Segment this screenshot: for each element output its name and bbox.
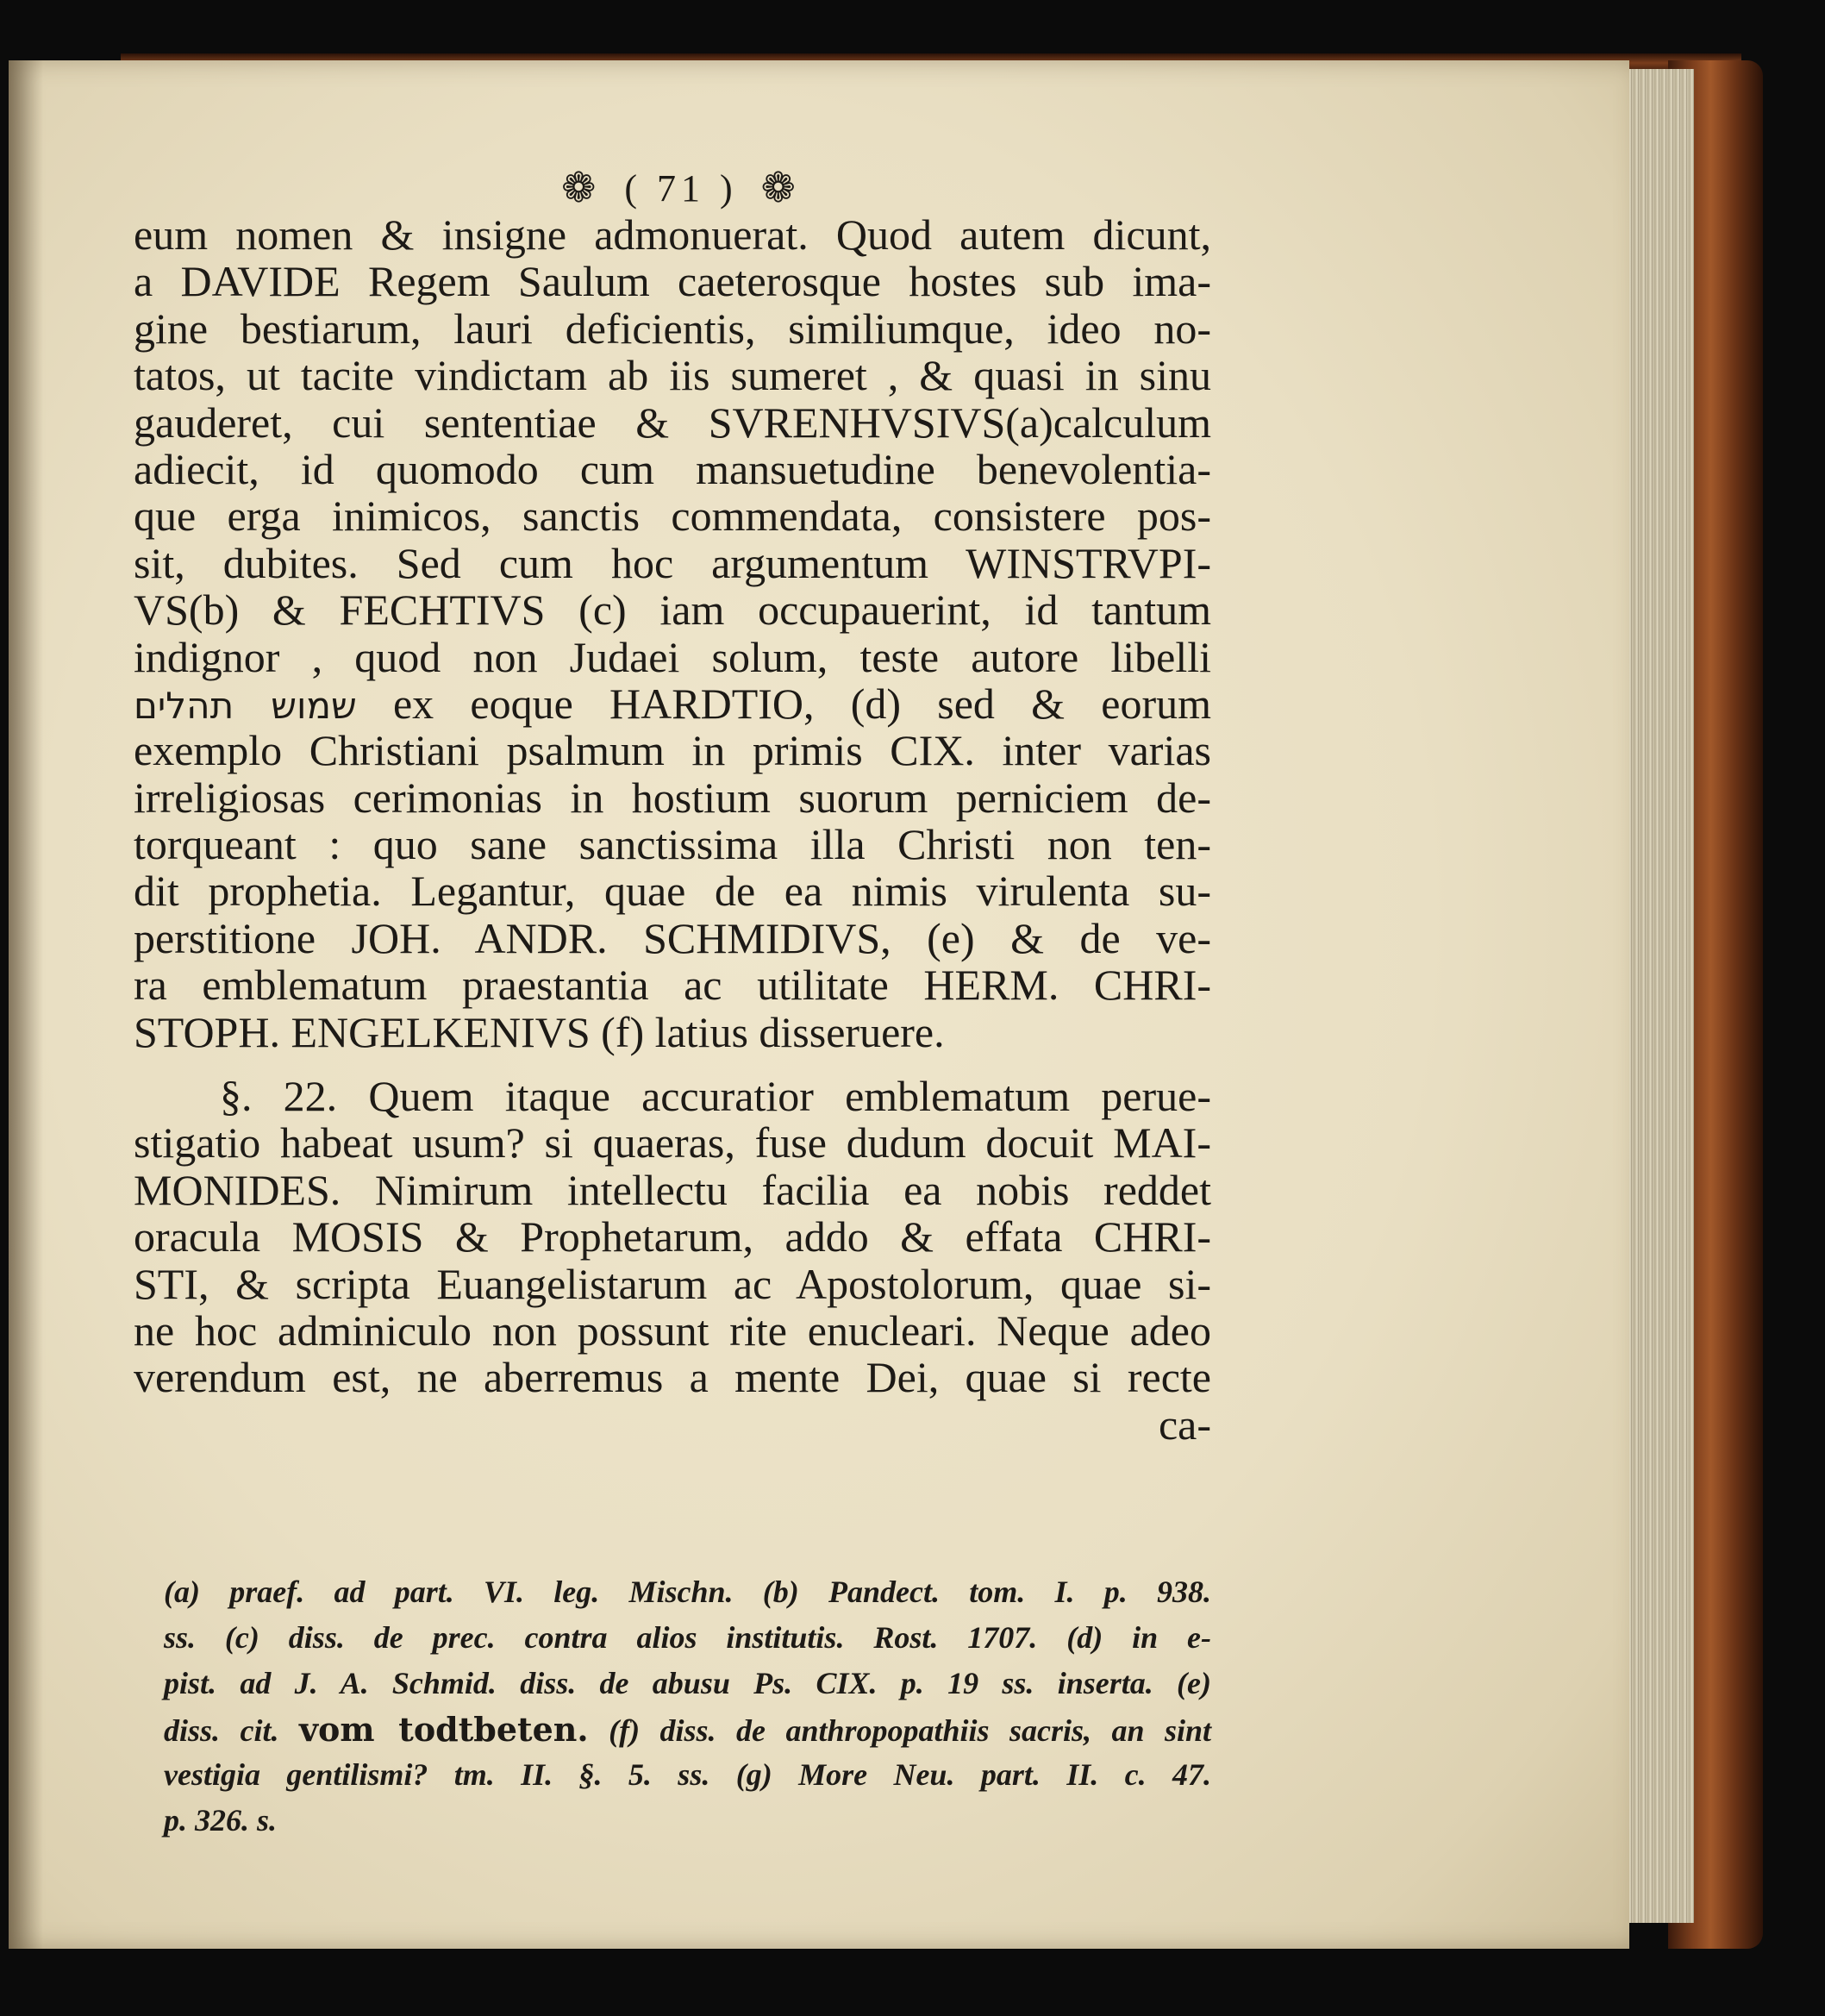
body-line: adiecit, id quomodo cum mansuetudine benevolentia- bbox=[134, 444, 1211, 493]
page-header bbox=[534, 155, 828, 216]
body-line: sit, dubites. Sed cum hoc argumentum WINSTRVPI- bbox=[134, 538, 1211, 587]
body-line: exemplo Christiani psalmum in primis CIX. inter varias bbox=[134, 726, 1211, 775]
body-line: dit prophetia. Legantur, quae de ea nimis virulenta su- bbox=[134, 867, 1211, 916]
body-line: verendum est, ne aberremus a mente Dei, quae si recte bbox=[134, 1353, 1211, 1402]
body-line: tatos, ut tacite vindictam ab iis sumeret , & quasi in sinu bbox=[134, 351, 1211, 400]
footnote-line: p. 326. s. bbox=[164, 1803, 278, 1838]
hebrew-title: שמוש תהלים bbox=[134, 684, 357, 727]
footnotes bbox=[164, 1569, 1211, 1844]
body-line: ne hoc adminiculo non possunt rite enucleari. Neque adeo bbox=[134, 1305, 1211, 1355]
footnote-fragment: diss. cit. bbox=[164, 1713, 279, 1748]
body-text bbox=[134, 211, 1211, 1448]
body-line: ra emblematum praestantia ac utilitate HERM. CHRI- bbox=[134, 961, 1211, 1010]
blackletter-phrase: vom todtbeten. bbox=[298, 1710, 589, 1749]
spine-shadow bbox=[9, 60, 43, 1949]
body-line: STI, & scripta Euangelistarum ac Apostolorum, quae si- bbox=[134, 1259, 1211, 1308]
body-line: gauderet, cui sententiae & SVRENHVSIVS(a)calculum bbox=[134, 398, 1211, 447]
body-line: eum nomen & insigne admonuerat. Quod autem dicunt, bbox=[134, 210, 1211, 259]
footnote-line: ss. (c) diss. de prec. contra alios institutis. Rost. 1707. (d) in e- bbox=[164, 1620, 1211, 1655]
body-line: STOPH. ENGELKENIVS (f) latius disseruere. bbox=[134, 1007, 945, 1056]
body-line: stigatio habeat usum? si quaeras, fuse dudum docuit MAI- bbox=[134, 1118, 1211, 1168]
body-line-hebrew bbox=[134, 680, 1211, 727]
footnote-fragment: (f) diss. de anthropopathiis sacris, an sint bbox=[609, 1713, 1212, 1748]
paragraph-start-line: §. 22. Quem itaque accuratior emblematum perue- bbox=[220, 1072, 1211, 1121]
footnote-line: vestigia gentilismi? tm. II. §. 5. ss. (g) More Neu. part. II. c. 47. bbox=[164, 1757, 1211, 1792]
body-line: oracula MOSIS & Prophetarum, addo & effata CHRI- bbox=[134, 1212, 1211, 1262]
page-fore-edge bbox=[1625, 69, 1694, 1923]
body-line: VS(b) & FECHTIVS (c) iam occupauerint, id tantum bbox=[134, 585, 1211, 635]
body-line: indignor , quod non Judaei solum, teste autore libelli bbox=[134, 632, 1211, 681]
footnote-line: pist. ad J. A. Schmid. diss. de abusu Ps. CIX. p. 19 ss. inserta. (e) bbox=[164, 1666, 1211, 1700]
body-line: a DAVIDE Regem Saulum caeterosque hostes sub ima- bbox=[134, 257, 1211, 306]
body-line: perstitione JOH. ANDR. SCHMIDIVS, (e) & de ve- bbox=[134, 913, 1211, 962]
body-line: torqueant : quo sane sanctissima illa Christi non ten- bbox=[134, 820, 1211, 869]
body-line-rest: ex eoque HARDTIO, (d) sed & eorum bbox=[392, 679, 1211, 728]
body-line: que erga inimicos, sanctis commendata, consistere pos- bbox=[134, 491, 1211, 541]
paragraph-gap bbox=[134, 1055, 1211, 1073]
page-number: ( 71 ) bbox=[624, 167, 738, 210]
footnote-line: (a) praef. ad part. VI. leg. Mischn. (b) Pandect. tom. I. p. 938. bbox=[164, 1575, 1211, 1609]
catchword: ca- bbox=[1158, 1399, 1211, 1449]
footnote-line bbox=[164, 1706, 1211, 1752]
body-line: irreligiosas cerimonias in hostium suorum perniciem de- bbox=[134, 773, 1211, 822]
body-line: gine bestiarum, lauri deficientis, similiumque, ideo no- bbox=[134, 304, 1211, 353]
body-line: MONIDES. Nimirum intellectu facilia ea nobis reddet bbox=[134, 1165, 1211, 1214]
left-ornament-icon: ❁ bbox=[561, 166, 602, 212]
right-ornament-icon: ❁ bbox=[760, 166, 801, 212]
